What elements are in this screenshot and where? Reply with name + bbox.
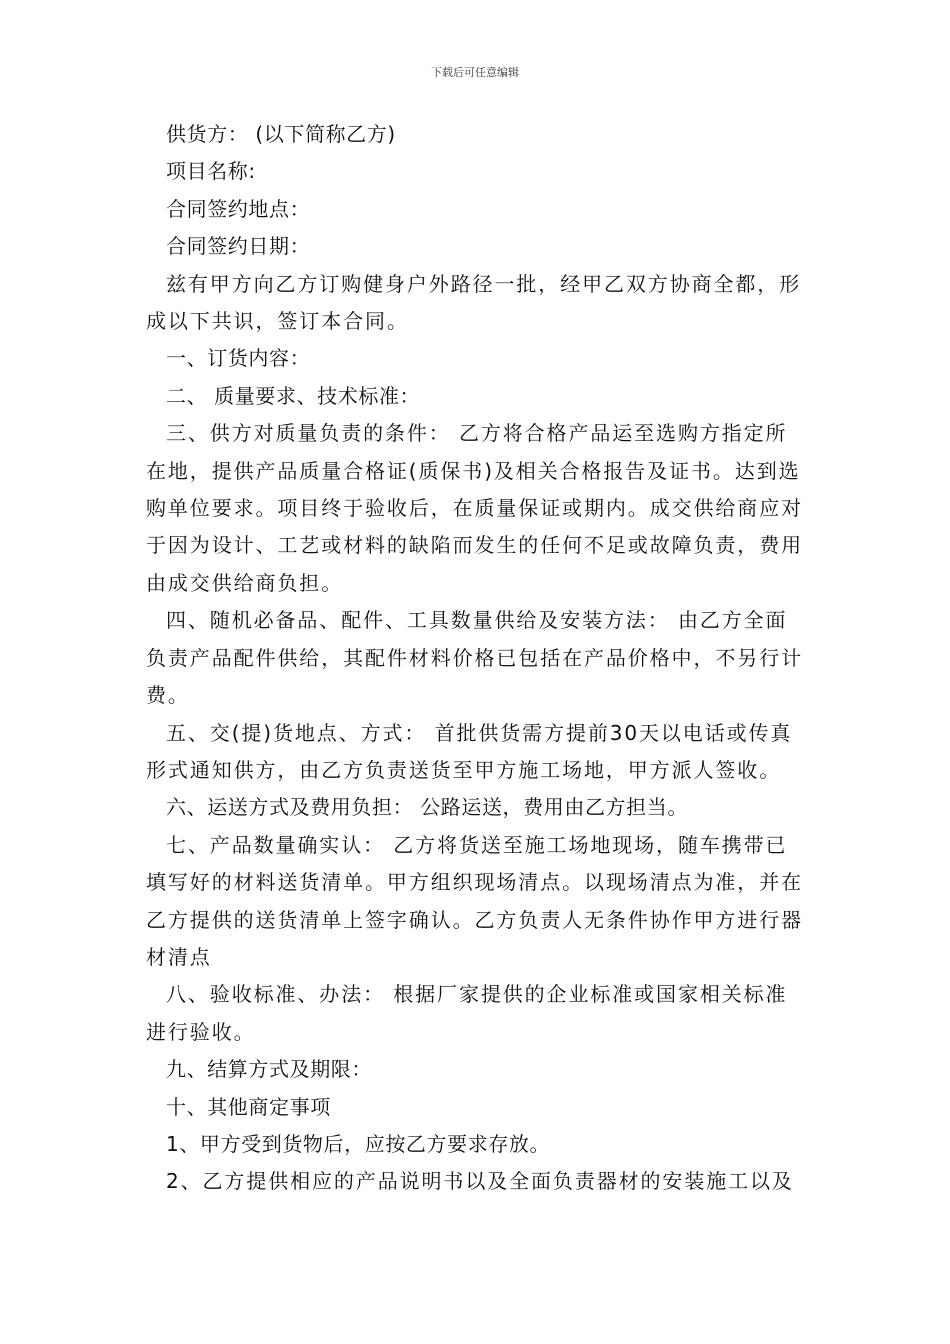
paragraph-section-10: 十、其他商定事项 (166, 1094, 331, 1119)
paragraph-section-4: 四、随机必备品、配件、工具数量供给及安装方法： 由乙方全面负责产品配件供给，其配件材料价格已包括在产品价格中，不另行计费。 (146, 608, 803, 708)
page-header-note: 下载后可任意编辑 (431, 66, 519, 79)
paragraph-project-name: 项目名称: (166, 159, 256, 184)
paragraph-section-2: 二、 质量要求、技术标准： (166, 383, 421, 408)
paragraph-section-1: 一、订货内容： (166, 346, 311, 371)
paragraph-section-9: 九、结算方式及期限： (166, 1057, 372, 1082)
paragraph-signing-place: 合同签约地点： (166, 196, 311, 221)
paragraph-section-3: 三、供方对质量负责的条件： 乙方将合格产品运至选购方指定所在地，提供产品质量合格证(质保书)及相关合格报告及证书。达到选购单位要求。项目终于验收后，在质量保证或期内。成交供给商应对于因为设计、工艺或材料的缺陷而发生的任何不足或故障负责，费用由成交供给商负担。 (146, 421, 803, 595)
paragraph-preamble: 兹有甲方向乙方订购健身户外路径一批，经甲乙双方协商全都，形成以下共识，签订本合同。 (146, 271, 802, 334)
paragraph-section-7: 七、产品数量确实认： 乙方将货送至施工场地现场，随车携带已填写好的材料送货清单。甲方组织现场清点。以现场清点为准，并在乙方提供的送货清单上签字确认。乙方负责人无条件协作甲方进行器材清点 (146, 832, 803, 969)
paragraph-section-5: 五、交(提)货地点、方式： 首批供货需方提前30天以电话或传真形式通知供方，由乙方负责送货至甲方施工场地，甲方派人签收。 (146, 720, 793, 782)
contract-body (146, 116, 808, 1201)
paragraph-signing-date: 合同签约日期： (166, 234, 311, 259)
paragraph-section-8: 八、验收标准、办法： 根据厂家提供的企业标准或国家相关标准进行验收。 (146, 982, 788, 1044)
paragraph-item-1: 1、甲方受到货物后，应按乙方要求存放。 (166, 1131, 551, 1156)
paragraph-section-6: 六、运送方式及费用负担： 公路运送，费用由乙方担当。 (166, 795, 688, 820)
paragraph-supplier: 供货方： (以下简称乙方) (166, 122, 396, 146)
paragraph-item-2: 2、乙方提供相应的产品说明书以及全面负责器材的安装施工以及 (166, 1169, 794, 1194)
